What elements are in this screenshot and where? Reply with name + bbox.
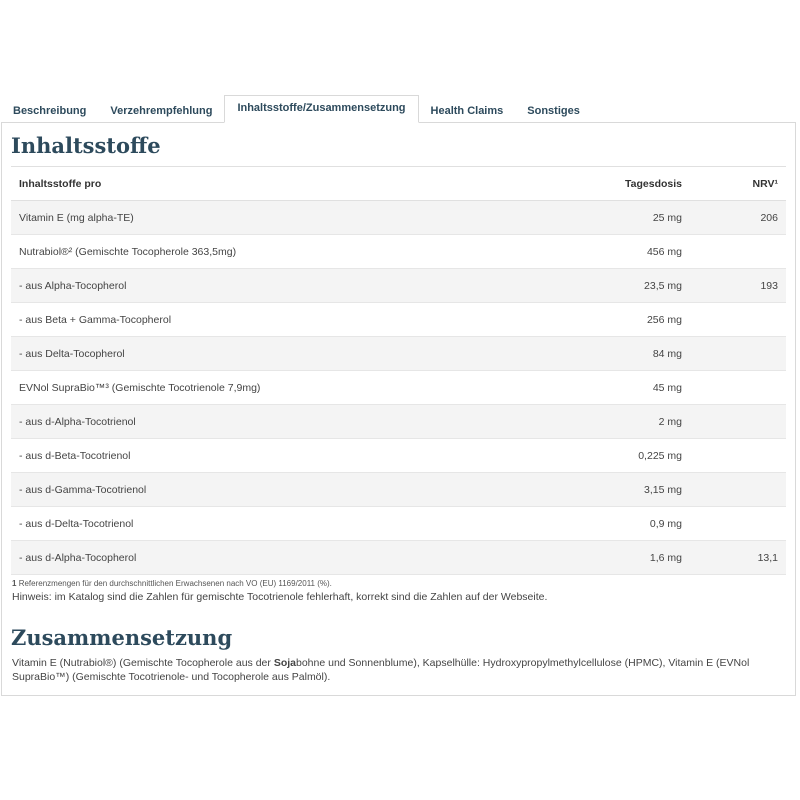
table-header-row xyxy=(11,167,786,201)
composition-text-part2: bohne und Sonnenblume), Kapselhülle: Hydroxypropylmethylcellulose (HPMC), Vitamin E (EVNol SupraBio™) (Gemischte Tocotrienole- und Tocopherole aus Palmöl). xyxy=(12,657,750,683)
nrv-value xyxy=(690,371,786,405)
nrv-value xyxy=(690,473,786,507)
ingredients-heading: Inhaltsstoffe xyxy=(11,133,161,158)
table-row xyxy=(11,473,786,507)
composition-text xyxy=(12,656,782,684)
daily-dose: 45 mg xyxy=(504,371,690,405)
daily-dose: 25 mg xyxy=(504,201,690,235)
ingredient-name: Vitamin E (mg alpha-TE) xyxy=(11,201,504,235)
footnote xyxy=(12,579,332,588)
table-row xyxy=(11,269,786,303)
nrv-value xyxy=(690,439,786,473)
tab-sonstiges[interactable]: Sonstiges xyxy=(527,105,580,117)
footnote-number: 1 xyxy=(12,579,17,588)
tab-health-claims[interactable]: Health Claims xyxy=(430,105,504,117)
daily-dose: 0,9 mg xyxy=(504,507,690,541)
table-row xyxy=(11,541,786,575)
tab-verzehrempfehlung[interactable]: Verzehrempfehlung xyxy=(110,105,213,117)
column-header-nrv: NRV¹ xyxy=(690,167,786,201)
table-row xyxy=(11,337,786,371)
daily-dose: 0,225 mg xyxy=(504,439,690,473)
table-row xyxy=(11,303,786,337)
ingredient-name: - aus d-Alpha-Tocopherol xyxy=(11,541,504,575)
catalog-hint: Hinweis: im Katalog sind die Zahlen für gemischte Tocotrienole fehlerhaft, korrekt sind die Zahlen auf der Webseite. xyxy=(12,591,548,603)
footnote-text: Referenzmengen für den durchschnittlichen Erwachsenen nach VO (EU) 1169/2011 (%). xyxy=(18,579,332,588)
table-row xyxy=(11,235,786,269)
tab-bar xyxy=(0,96,800,123)
ingredient-name: Nutrabiol®² (Gemischte Tocopherole 363,5mg) xyxy=(11,235,504,269)
column-header-ingredient: Inhaltsstoffe pro xyxy=(11,167,504,201)
ingredient-name: - aus d-Alpha-Tocotrienol xyxy=(11,405,504,439)
nrv-value xyxy=(690,303,786,337)
composition-allergen: Soja xyxy=(273,657,296,669)
ingredient-name: - aus Beta + Gamma-Tocopherol xyxy=(11,303,504,337)
daily-dose: 23,5 mg xyxy=(504,269,690,303)
ingredient-name: EVNol SupraBio™³ (Gemischte Tocotrienole 7,9mg) xyxy=(11,371,504,405)
ingredients-table xyxy=(11,166,786,575)
daily-dose: 3,15 mg xyxy=(504,473,690,507)
ingredient-name: - aus Delta-Tocopherol xyxy=(11,337,504,371)
ingredient-name: - aus d-Gamma-Tocotrienol xyxy=(11,473,504,507)
nrv-value xyxy=(690,507,786,541)
ingredient-name: - aus d-Delta-Tocotrienol xyxy=(11,507,504,541)
column-header-daily-dose: Tagesdosis xyxy=(504,167,690,201)
table-row xyxy=(11,439,786,473)
table-row xyxy=(11,371,786,405)
nrv-value xyxy=(690,405,786,439)
daily-dose: 456 mg xyxy=(504,235,690,269)
nrv-value xyxy=(690,235,786,269)
daily-dose: 1,6 mg xyxy=(504,541,690,575)
composition-heading: Zusammensetzung xyxy=(11,625,233,650)
table-row xyxy=(11,507,786,541)
composition-text-part1: Vitamin E (Nutrabiol®) (Gemischte Tocopherole aus der xyxy=(12,657,274,669)
ingredient-name: - aus Alpha-Tocopherol xyxy=(11,269,504,303)
daily-dose: 2 mg xyxy=(504,405,690,439)
nrv-value: 13,1 xyxy=(690,541,786,575)
nrv-value xyxy=(690,337,786,371)
tab-beschreibung[interactable]: Beschreibung xyxy=(13,105,87,117)
table-row xyxy=(11,201,786,235)
table-row xyxy=(11,405,786,439)
nrv-value: 193 xyxy=(690,269,786,303)
daily-dose: 256 mg xyxy=(504,303,690,337)
ingredient-name: - aus d-Beta-Tocotrienol xyxy=(11,439,504,473)
daily-dose: 84 mg xyxy=(504,337,690,371)
tab-inhaltsstoffe-zusammensetzung[interactable]: Inhaltsstoffe/Zusammensetzung xyxy=(224,95,418,123)
nrv-value: 206 xyxy=(690,201,786,235)
